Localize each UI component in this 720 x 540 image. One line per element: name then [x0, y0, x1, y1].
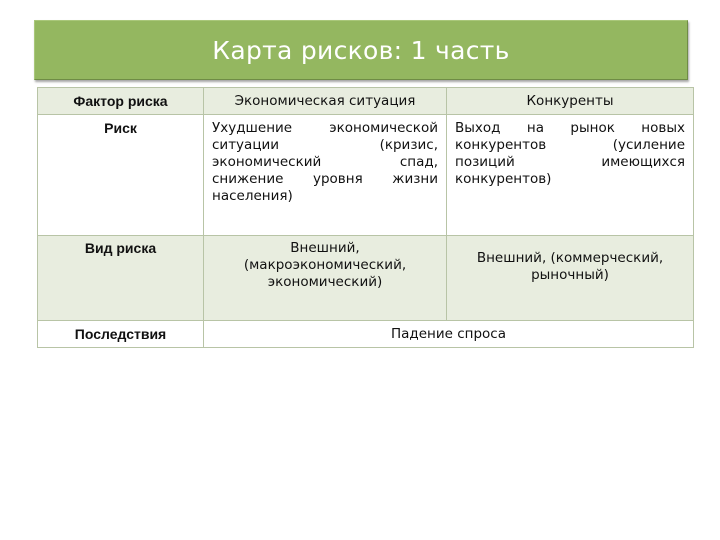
cell-risk-competitors: Выход на рынок новых конкурентов (усиление позиций имеющихся конкурентов): [447, 115, 694, 236]
header-factor-label: Фактор риска: [38, 88, 204, 115]
cell-risk-type-competitors: Внешний, (коммерческий, рыночный): [447, 236, 694, 321]
table-row-risk: [38, 115, 694, 236]
cell-consequences-merged: Падение спроса: [204, 321, 694, 348]
table-row-consequences: [38, 321, 694, 348]
slide-title-text: Карта рисков: 1 часть: [212, 35, 510, 65]
cell-risk-type-economic: Внешний, (макроэкономический, экономический): [204, 236, 447, 321]
row-label-risk: Риск: [38, 115, 204, 236]
risk-map-table: [37, 87, 694, 348]
slide-title: [34, 20, 688, 80]
header-competitors: Конкуренты: [447, 88, 694, 115]
table-row-risk-type: [38, 236, 694, 321]
table-header-row: [38, 88, 694, 115]
row-label-risk-type: Вид риска: [38, 236, 204, 321]
header-economic-situation: Экономическая ситуация: [204, 88, 447, 115]
cell-risk-economic: Ухудшение экономической ситуации (кризис, экономический спад, снижение уровня жизни населения): [204, 115, 447, 236]
row-label-consequences: Последствия: [38, 321, 204, 348]
